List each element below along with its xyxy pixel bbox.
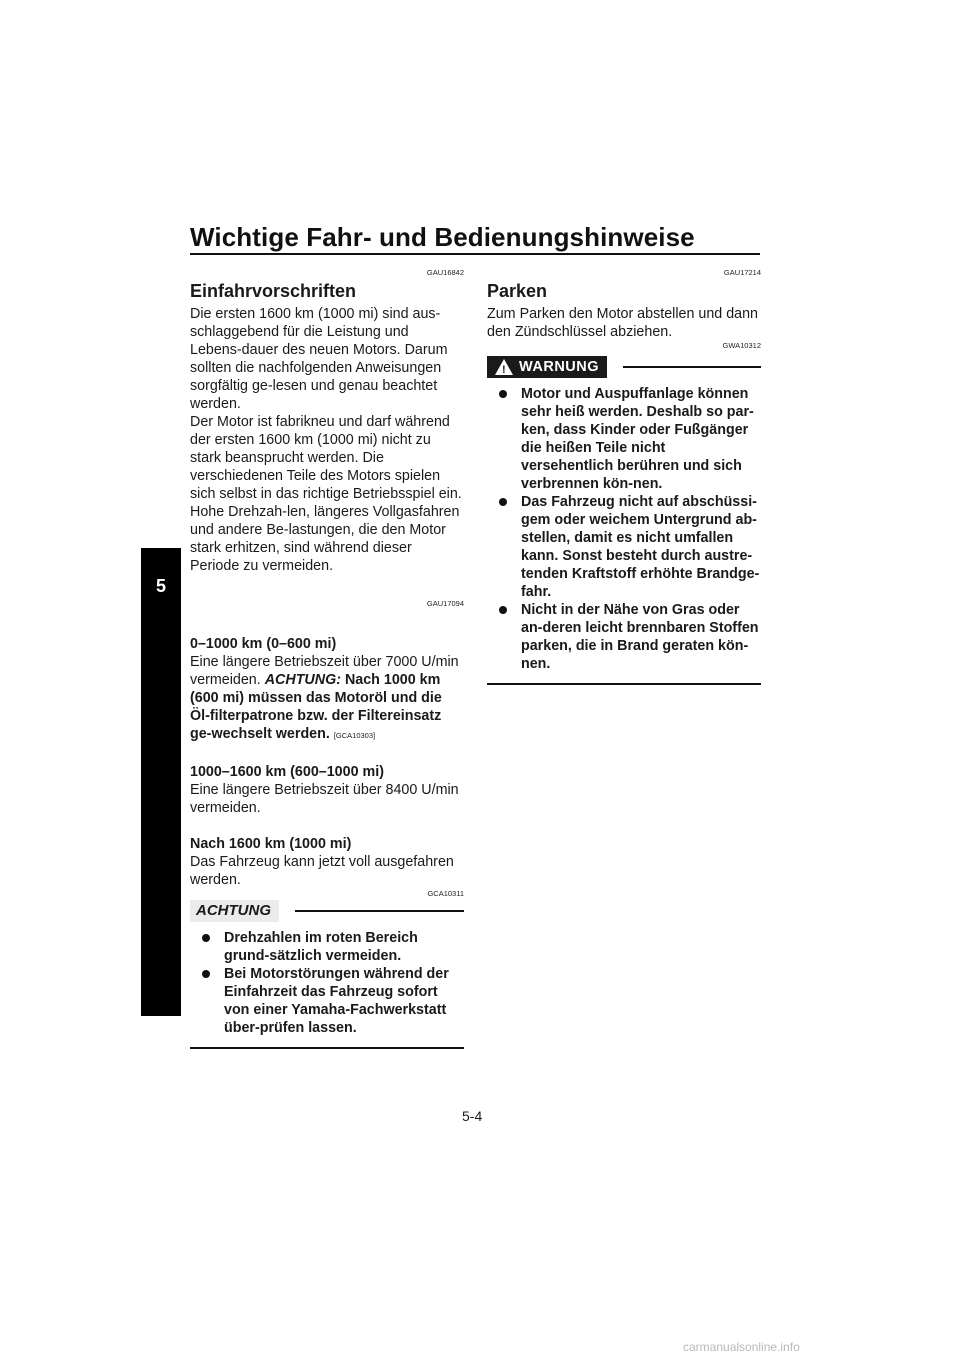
chapter-tab (141, 548, 181, 1016)
list-item: Nicht in der Nähe von Gras oder an-deren leicht brennbaren Stoffen parken, die in Brand geraten kön-nen. (499, 601, 761, 673)
break-in-paragraph-2: Der Motor ist fabrikneu und darf während der ersten 1600 km (1000 mi) nicht zu stark beansprucht werden. Die verschiedenen Teile des Motors spielen sich selbst in das richtige Betriebsspiel ein. Hohe Drehzah-len, längeres Vollgasfahren und andere Be-lastungen, die den Motor stark erhitzen, sind während dieser Periode zu vermeiden. (190, 414, 462, 574)
warning-list (487, 385, 761, 673)
caution-label: ACHTUNG (190, 900, 279, 922)
caution-inline-text: Nach 1000 km (600 mi) müssen das Motoröl und die Öl-filterpatrone bzw. der Filtereinsatz ge-wechselt werden. (190, 672, 442, 742)
warning-label: WARNUNG (519, 359, 600, 375)
stage-1-text: Eine längere Betriebszeit über 7000 U/min vermeiden. ACHTUNG: Nach 1000 km (600 mi) müssen das Motoröl und die Öl-filterpatrone bzw. der Filtereinsatz ge-wechselt werden. [GCA10303] (190, 654, 459, 742)
section-code: GAU17094 (426, 599, 464, 608)
left-column (190, 268, 464, 1049)
notice-end-rule (487, 683, 761, 685)
page-title: Wichtige Fahr- und Bedienungshinweise (190, 222, 695, 252)
notice-rule (295, 910, 464, 912)
watermark: carmanualsonline.info (683, 1340, 800, 1354)
warning-triangle-icon (495, 359, 513, 375)
caution-inline-code: [GCA10303] (333, 731, 376, 740)
break-in-paragraph-1: Die ersten 1600 km (1000 mi) sind aus-schlaggebend für die Leistung und Lebens-dauer des neuen Motors. Darum sollten die nachfolgenden Anweisungen sorgfältig ge-lesen und genau beachtet werden. (190, 306, 448, 412)
list-item: Bei Motorstörungen während der Einfahrzeit das Fahrzeug sofort von einer Yamaha-Fachwerkstatt über-prüfen lassen. (202, 965, 464, 1037)
warning-code: GWA10312 (722, 341, 761, 350)
right-column (487, 268, 761, 685)
notice-rule (623, 366, 761, 368)
chapter-number: 5 (155, 576, 166, 596)
stage-1-title: 0–1000 km (0–600 mi) (190, 636, 337, 652)
stage-3-title: Nach 1600 km (1000 mi) (190, 836, 352, 852)
caution-list (190, 929, 464, 1037)
notice-end-rule (190, 1047, 464, 1049)
section-code: GAU16842 (426, 268, 464, 277)
parking-paragraph: Zum Parken den Motor abstellen und dann den Zündschlüssel abziehen. (487, 306, 759, 340)
stage-3-text: Das Fahrzeug kann jetzt voll ausgefahren werden. (190, 854, 454, 888)
notice-code: GCA10311 (427, 889, 464, 898)
section-heading-break-in: Einfahrvorschriften (190, 281, 357, 301)
section-heading-parking: Parken (487, 281, 548, 301)
section-code: GAU17214 (723, 268, 761, 277)
list-item: Motor und Auspuffanlage können sehr heiß werden. Deshalb so par-ken, dass Kinder oder Fußgänger die heißen Teile nicht versehentlich berühren und sich verbrennen kön-nen. (499, 385, 761, 493)
warning-label-box (487, 356, 607, 378)
stage-2-text: Eine längere Betriebszeit über 8400 U/min vermeiden. (190, 782, 459, 816)
title-rule (190, 253, 760, 255)
caution-notice-header (190, 899, 464, 923)
list-item: Das Fahrzeug nicht auf abschüssi-gem oder weichem Untergrund ab-stellen, damit es nicht umfallen kann. Sonst besteht durch austre-tenden Kraftstoff erhöhte Brandge-fahr. (499, 493, 761, 601)
page-number: 5-4 (462, 1108, 483, 1124)
stage-2-title: 1000–1600 km (600–1000 mi) (190, 764, 384, 780)
list-item: Drehzahlen im roten Bereich grund-sätzlich vermeiden. (202, 929, 464, 965)
caution-inline-label: ACHTUNG: (264, 672, 341, 688)
warning-notice-header (487, 355, 761, 379)
